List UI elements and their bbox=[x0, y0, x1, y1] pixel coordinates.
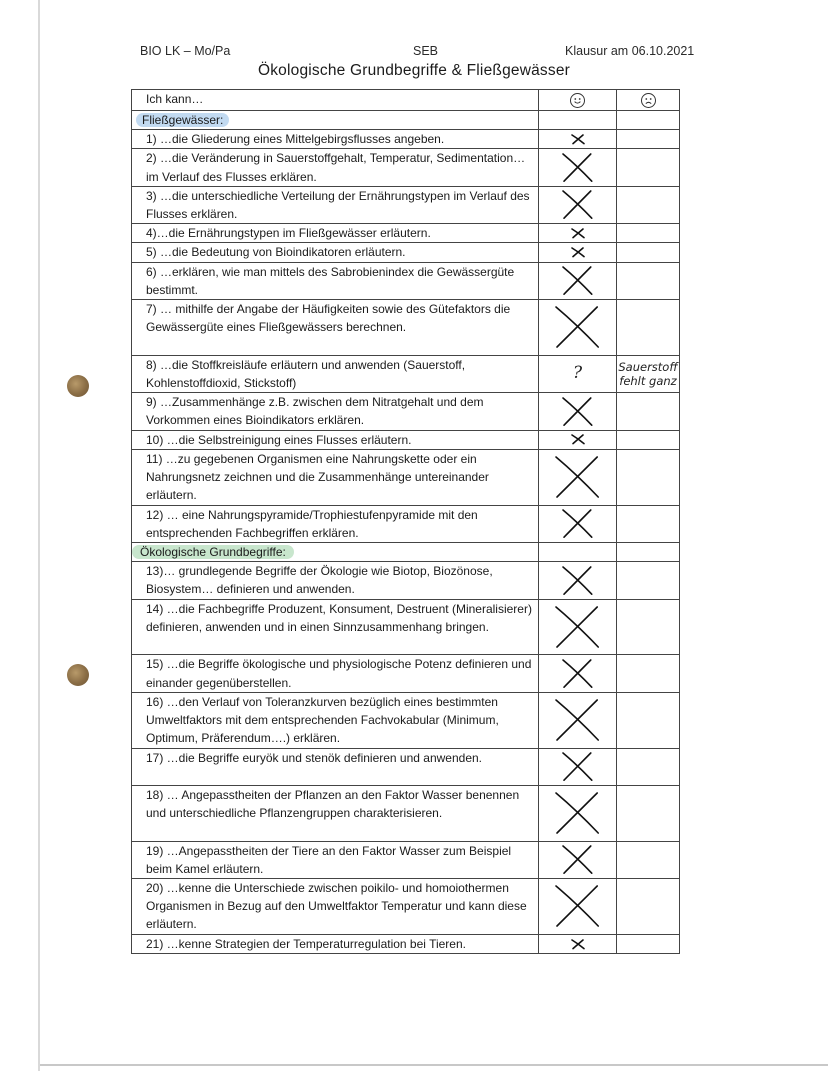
mark-cell bbox=[539, 748, 617, 785]
sad-cell bbox=[617, 543, 680, 562]
item-text: 17) …die Begriffe euryök und stenök definieren und anwenden. bbox=[132, 748, 539, 785]
center-label: SEB bbox=[413, 44, 439, 58]
punch-hole-top bbox=[67, 375, 89, 397]
mark-cell bbox=[539, 655, 617, 692]
checklist-row bbox=[132, 186, 680, 223]
sad-cell bbox=[617, 785, 680, 841]
sad-cell bbox=[617, 243, 680, 262]
cross-mark-icon bbox=[570, 227, 586, 240]
item-text: 10) …die Selbstreinigung eines Flusses erläutern. bbox=[132, 430, 539, 449]
cross-mark-icon bbox=[561, 751, 594, 782]
checklist-row bbox=[132, 300, 680, 356]
section-row bbox=[132, 111, 680, 130]
mark-cell bbox=[539, 243, 617, 262]
checklist-row bbox=[132, 934, 680, 953]
section-heading: Ökologische Grundbegriffe: bbox=[132, 545, 294, 559]
mark-cell bbox=[539, 562, 617, 599]
checklist-row bbox=[132, 130, 680, 149]
item-text: 14) …die Fachbegriffe Produzent, Konsument, Destruent (Mineralisierer) definieren, anwenden und in einen Sinnzusammenhang bringen. bbox=[132, 599, 539, 655]
sad-cell bbox=[617, 186, 680, 223]
mark-cell bbox=[539, 841, 617, 878]
mark-cell bbox=[539, 785, 617, 841]
course-label: BIO LK – Mo/Pa bbox=[140, 44, 231, 58]
smiley-happy-icon bbox=[570, 93, 585, 108]
page-bottom-edge bbox=[40, 1064, 828, 1066]
cross-mark-icon bbox=[554, 455, 600, 499]
item-text: 2) …die Veränderung in Sauerstoffgehalt, Temperatur, Sedimentation… im Verlauf des Flusses erklären. bbox=[132, 149, 539, 186]
question-mark-icon: ? bbox=[572, 363, 583, 384]
item-text: 16) …den Verlauf von Toleranzkurven bezüglich eines bestimmten Umweltfaktors mit dem entsprechenden Fachvokabular (Minimum, Optimum, Präferendum….) erklären. bbox=[132, 692, 539, 748]
item-text: 18) … Angepasstheiten der Pflanzen an den Faktor Wasser benennen und unterschiedliche Pflanzengruppen charakterisieren. bbox=[132, 785, 539, 841]
cross-mark-icon bbox=[561, 508, 594, 539]
checklist-row bbox=[132, 262, 680, 299]
mark-cell bbox=[539, 111, 617, 130]
checklist-row bbox=[132, 243, 680, 262]
mark-cell bbox=[539, 543, 617, 562]
cross-mark-icon bbox=[561, 152, 594, 183]
cross-mark-icon bbox=[554, 305, 600, 349]
item-text: 6) …erklären, wie man mittels des Sabrobienindex die Gewässergüte bestimmt. bbox=[132, 262, 539, 299]
sad-cell bbox=[617, 692, 680, 748]
checklist-row bbox=[132, 149, 680, 186]
mark-cell bbox=[539, 692, 617, 748]
sad-cell bbox=[617, 224, 680, 243]
item-text: 11) …zu gegebenen Organismen eine Nahrungskette oder ein Nahrungsnetz zeichnen und die Zusammenhänge untereinander erläutern. bbox=[132, 449, 539, 505]
checklist-row bbox=[132, 841, 680, 878]
checklist-row bbox=[132, 599, 680, 655]
item-text: 15) …die Begriffe ökologische und physiologische Potenz definieren und einander gegenüberstellen. bbox=[132, 655, 539, 692]
sad-cell bbox=[617, 748, 680, 785]
sad-cell bbox=[617, 562, 680, 599]
item-text: 5) …die Bedeutung von Bioindikatoren erläutern. bbox=[132, 243, 539, 262]
cross-mark-icon bbox=[554, 605, 600, 649]
mark-cell bbox=[539, 300, 617, 356]
item-text: 7) … mithilfe der Angabe der Häufigkeiten sowie des Gütefaktors die Gewässergüte eines Fließgewässers berechnen. bbox=[132, 300, 539, 356]
mark-cell bbox=[539, 186, 617, 223]
cross-mark-icon bbox=[570, 433, 586, 446]
checklist-row bbox=[132, 430, 680, 449]
checklist-row bbox=[132, 879, 680, 935]
header-row bbox=[132, 90, 680, 111]
mark-cell bbox=[539, 393, 617, 430]
cross-mark-icon bbox=[554, 698, 600, 742]
sad-cell bbox=[617, 449, 680, 505]
item-text: 3) …die unterschiedliche Verteilung der Ernährungstypen im Verlauf des Flusses erklären. bbox=[132, 186, 539, 223]
sad-cell bbox=[617, 879, 680, 935]
page-title: Ökologische Grundbegriffe & Fließgewässer bbox=[257, 62, 571, 79]
handwritten-note: fehlt ganz bbox=[619, 374, 677, 389]
mark-cell bbox=[539, 130, 617, 149]
section-cell bbox=[132, 543, 539, 562]
cross-mark-icon bbox=[570, 938, 586, 951]
item-text: 12) … eine Nahrungspyramide/Trophiestufenpyramide mit den entsprechenden Fachbegriffen erklären. bbox=[132, 505, 539, 542]
section-heading: Fließgewässer: bbox=[136, 113, 229, 127]
sad-cell bbox=[617, 430, 680, 449]
sad-cell bbox=[617, 655, 680, 692]
page-left-edge bbox=[38, 0, 40, 1071]
cross-mark-icon bbox=[561, 396, 594, 427]
checklist-table bbox=[131, 89, 680, 954]
item-text: 8) …die Stoffkreisläufe erläutern und anwenden (Sauerstoff, Kohlenstoffdioxid, Stickstoff) bbox=[132, 355, 539, 392]
checklist-row bbox=[132, 393, 680, 430]
mark-cell bbox=[539, 149, 617, 186]
cross-mark-icon bbox=[554, 791, 600, 835]
sad-cell bbox=[617, 393, 680, 430]
sad-cell bbox=[617, 300, 680, 356]
cross-mark-icon bbox=[561, 658, 594, 689]
cross-mark-icon bbox=[570, 246, 586, 259]
header-label: Ich kann… bbox=[132, 90, 539, 111]
checklist-row bbox=[132, 224, 680, 243]
sad-cell bbox=[617, 841, 680, 878]
sad-cell bbox=[617, 934, 680, 953]
exam-date-label: Klausur am 06.10.2021 bbox=[565, 44, 695, 58]
mark-cell bbox=[539, 355, 617, 392]
sad-cell bbox=[617, 149, 680, 186]
section-row bbox=[132, 543, 680, 562]
section-cell bbox=[132, 111, 539, 130]
smiley-sad-icon bbox=[641, 93, 656, 108]
sad-column-header bbox=[617, 90, 680, 111]
cross-mark-icon bbox=[561, 844, 594, 875]
cross-mark-icon bbox=[561, 565, 594, 596]
mark-cell bbox=[539, 505, 617, 542]
mark-cell bbox=[539, 430, 617, 449]
checklist-row bbox=[132, 785, 680, 841]
happy-column-header bbox=[539, 90, 617, 111]
item-text: 9) …Zusammenhänge z.B. zwischen dem Nitratgehalt und dem Vorkommen eines Bioindikators erklären. bbox=[132, 393, 539, 430]
sad-cell bbox=[617, 262, 680, 299]
mark-cell bbox=[539, 449, 617, 505]
checklist-row bbox=[132, 449, 680, 505]
mark-cell bbox=[539, 879, 617, 935]
checklist-row bbox=[132, 748, 680, 785]
checklist-row bbox=[132, 562, 680, 599]
checklist-row bbox=[132, 505, 680, 542]
sad-cell bbox=[617, 130, 680, 149]
item-text: 19) …Angepasstheiten der Tiere an den Faktor Wasser zum Beispiel beim Kamel erläutern. bbox=[132, 841, 539, 878]
handwritten-note: Sauerstoff bbox=[618, 360, 678, 375]
mark-cell bbox=[539, 599, 617, 655]
sad-cell bbox=[617, 599, 680, 655]
item-text: 20) …kenne die Unterschiede zwischen poikilo- und homoiothermen Organismen in Bezug auf den Umweltfaktor Temperatur und kann diese erläutern. bbox=[132, 879, 539, 935]
item-text: 1) …die Gliederung eines Mittelgebirgsflusses angeben. bbox=[132, 130, 539, 149]
sad-cell bbox=[617, 111, 680, 130]
item-text: 21) …kenne Strategien der Temperaturregulation bei Tieren. bbox=[132, 934, 539, 953]
checklist-row bbox=[132, 655, 680, 692]
item-text: 13)… grundlegende Begriffe der Ökologie wie Biotop, Biozönose, Biosystem… definieren und anwenden. bbox=[132, 562, 539, 599]
cross-mark-icon bbox=[561, 189, 594, 220]
cross-mark-icon bbox=[561, 265, 594, 296]
mark-cell bbox=[539, 262, 617, 299]
cross-mark-icon bbox=[570, 133, 586, 146]
punch-hole-bottom bbox=[67, 664, 89, 686]
mark-cell bbox=[539, 934, 617, 953]
checklist-row bbox=[132, 692, 680, 748]
item-text: 4)…die Ernährungstypen im Fließgewässer erläutern. bbox=[132, 224, 539, 243]
cross-mark-icon bbox=[554, 884, 600, 928]
checklist-row bbox=[132, 355, 680, 392]
sad-cell bbox=[617, 505, 680, 542]
mark-cell bbox=[539, 224, 617, 243]
sad-cell bbox=[617, 355, 680, 392]
